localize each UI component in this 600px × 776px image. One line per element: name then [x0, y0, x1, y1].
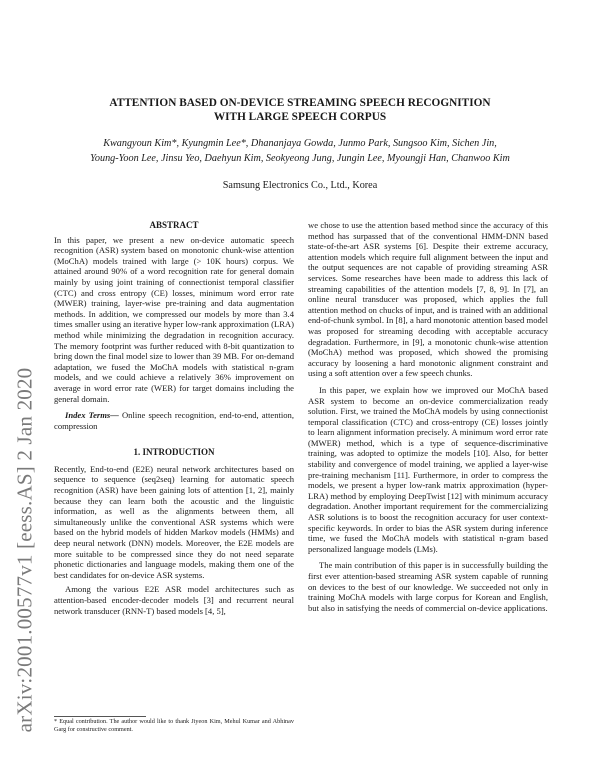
- right-paragraph-1: we chose to use the attention based method since the accuracy of this method has surpassed that of the conventional HMM-DNN based state-of-the-art ASR systems [6]. Despite their extreme accuracy, attention models which require full alignment between the input and the output sequences are not capable of providing streaming ASR services. Some researches have been made to address this lack of streaming capabilities of the attention models [7, 8, 9]. In [7], an online neural transducer was proposed, which applies the full attention method on chucks of input, and is trained with an additional end-of-chunk symbol. In [8], a hard monotonic attention based model was proposed for streaming decoding with acceptable accuracy degradation. Furthermore, in [9], a monotonic chunk-wise attention (MoChA) method was proposed, which showed the promising accuracy by loosening a hard monotonic alignment constraint and using a soft attention over a few speech chunks.: [308, 220, 548, 379]
- title-line-2: WITH LARGE SPEECH CORPUS: [213, 111, 387, 123]
- right-column: [308, 220, 548, 613]
- left-column: [54, 220, 294, 616]
- right-paragraph-2: In this paper, we explain how we improved our MoChA based ASR system to become an on-device commercialization ready solution. First, we trained the MoChA models by using connectionist temporal classification (CTC) and cross-entropy (CE) losses jointly to learn alignment information precisely. A minimum word error rate (MWER) method, which is a type of sequence-discriminative training, was adopted to optimize the models [10]. Also, for better stability and convergence of model training, we applied a layer-wise pre-training mechanism [11]. Furthermore, in order to compress the models, we present a hyper low-rank matrix approximation (hyper-LRA) method by employing DeepTwist [12] with minimum accuracy degradation. Another important requirement for the commercializing ASR solutions is to boost the recognition accuracy for user context-specific keywords. In order to bias the ASR system during inference time, we fused the MoChA models with statistical n-gram based personalized language models (LMs).: [308, 384, 548, 554]
- authors-line-1: Kwangyoun Kim*, Kyungmin Lee*, Dhananjaya Gowda, Junmo Park, Sungsoo Kim, Sichen Jin,: [103, 138, 497, 149]
- index-terms-label: Index Terms—: [65, 410, 119, 421]
- footnote-divider: [54, 716, 146, 717]
- footnote: * Equal contribution. The author would like to thank Jiyeon Kim, Mehul Kumar and Abhinav Garg for constructive comment.: [54, 718, 294, 733]
- introduction-heading: 1. INTRODUCTION: [133, 447, 215, 458]
- index-terms: [54, 410, 294, 431]
- arxiv-identifier: arXiv:2001.00577v1 [eess.AS] 2 Jan 2020: [12, 367, 37, 733]
- abstract-heading: ABSTRACT: [149, 220, 199, 230]
- title-line-1: ATTENTION BASED ON-DEVICE STREAMING SPEECH RECOGNITION: [109, 97, 491, 109]
- intro-paragraph-1: Recently, End-to-end (E2E) neural network architectures based on sequence to sequence (seq2seq) learning for automatic speech recognition (ASR) have been gaining lots of attention [1, 2], mainly because they can learn both the acoustic and the linguistic information, as well as the alignments between them, all simultaneously unlike the conventional ASR systems which were based on the hybrid models of hidden Markov models (HMMs) and deep neural network (DNN) models. Moreover, the E2E models are more suitable to be compressed since they do not need separate phonetic dictionaries and language models, making them one of the best candidates for on-device ASR systems.: [54, 463, 294, 580]
- affiliation: Samsung Electronics Co., Ltd., Korea: [222, 180, 378, 191]
- arxiv-watermark: [10, 195, 40, 733]
- authors-line-2: Young-Yoon Lee, Jinsu Yeo, Daehyun Kim, Seokyeong Jung, Jungin Lee, Myoungji Han, Chanwoo Kim: [90, 153, 510, 164]
- abstract-text: In this paper, we present a new on-device automatic speech recognition (ASR) system based on monotonic chunk-wise attention (MoChA) models trained with large (> 10K hours) corpus. We attained around 90% of a word recognition rate for general domain mainly by using joint training of connectionist temporal classifier (CTC) and cross entropy (CE) losses, minimum word error rate (MWER) training, layer-wise pre-training and data augmentation methods. In addition, we compressed our models by more than 3.4 times smaller using an iterative hyper low-rank approximation (LRA) method while minimizing the degradation in recognition accuracy. The memory footprint was further reduced with 8-bit quantization to bring down the final model size to lower than 39 MB. For on-demand adaptation, we fused the MoChA models with statistical n-gram models, and we could achieve a relatively 36% improvement on average in word error rate (WER) for target domains including the general domain.: [54, 234, 294, 404]
- index-terms-text: Online speech recognition, end-to-end, attention, compression: [54, 410, 295, 431]
- intro-paragraph-2: Among the various E2E ASR model architectures such as attention-based encoder-decoder models [3] and recurrent neural network transducer (RNN-T) based models [4, 5],: [54, 584, 294, 616]
- author-list: [55, 136, 545, 166]
- right-paragraph-3: The main contribution of this paper is in successfully building the first ever attention-based streaming ASR system capable of running on devices to the best of our knowledge. We succeeded not only in training MoChA models with large corpus for Korean and English, but also in satisfying the needs of commercial on-device applications.: [308, 560, 548, 613]
- paper-title: [60, 96, 540, 124]
